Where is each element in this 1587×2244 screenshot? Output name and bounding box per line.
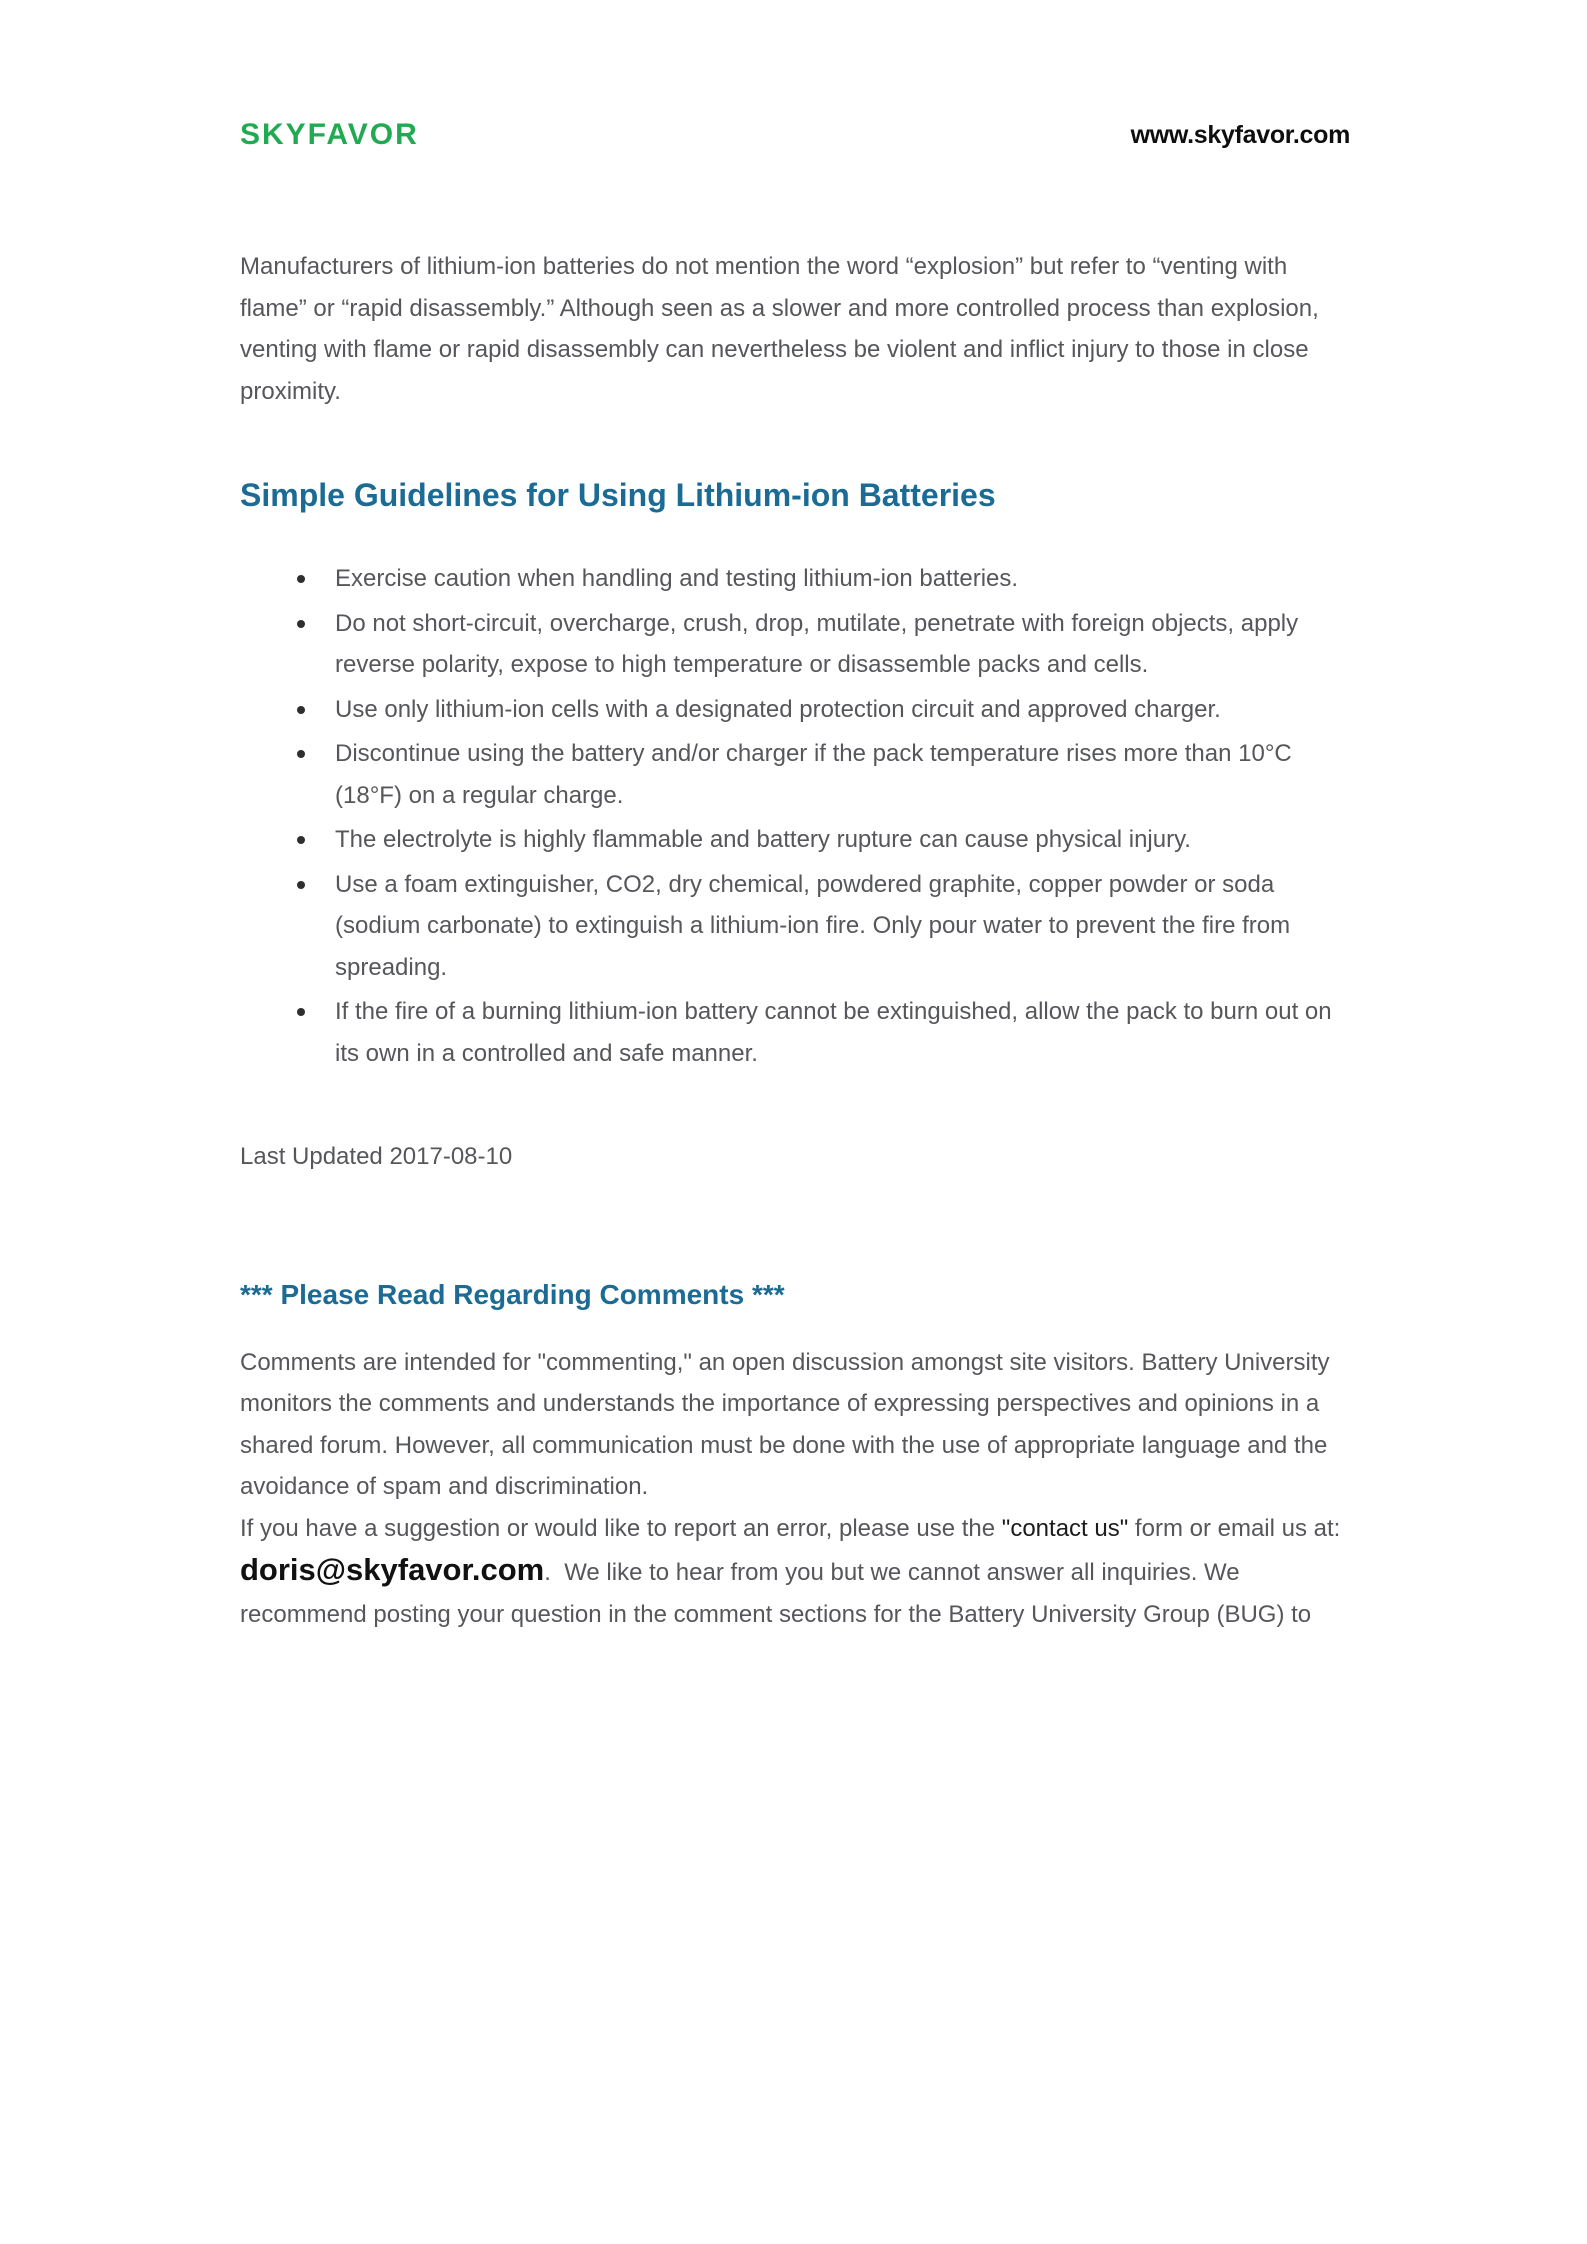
comments-text-before-link: If you have a suggestion or would like to report an error, please use the xyxy=(240,1514,1002,1542)
guideline-item: Exercise caution when handling and testing lithium-ion batteries. xyxy=(335,558,1350,600)
guideline-item: Use a foam extinguisher, CO2, dry chemical, powdered graphite, copper powder or soda (sodium carbonate) to extinguish a lithium-ion fire. Only pour water to prevent the fire from spreading. xyxy=(335,864,1350,989)
intro-paragraph: Manufacturers of lithium-ion batteries do not mention the word “explosion” but refer to “venting with flame” or “rapid disassembly.” Although seen as a slower and more controlled process than explosion, venting with flame or rapid disassembly can nevertheless be violent and inflict injury to those in close proximity. xyxy=(240,253,1319,405)
skyfavor-logo: SKYFAVOR xyxy=(240,118,419,151)
guideline-item: Do not short-circuit, overcharge, crush, drop, mutilate, penetrate with foreign objects, apply reverse polarity, expose to high temperature or disassemble packs and cells. xyxy=(335,603,1350,686)
page-header xyxy=(240,112,1350,158)
guideline-item: Discontinue using the battery and/or charger if the pack temperature rises more than 10°C (18°F) on a regular charge. xyxy=(335,733,1350,816)
comments-paragraph-2 xyxy=(240,1508,1350,1636)
email-link[interactable]: doris@skyfavor.com xyxy=(240,1552,545,1587)
website-url: www.skyfavor.com xyxy=(1130,120,1350,149)
last-updated: Last Updated 2017-08-10 xyxy=(240,1143,513,1170)
guideline-item: If the fire of a burning lithium-ion battery cannot be extinguished, allow the pack to burn out on its own in a controlled and safe manner. xyxy=(335,991,1350,1074)
guideline-item: The electrolyte is highly flammable and battery rupture can cause physical injury. xyxy=(335,819,1350,861)
guideline-item: Use only lithium-ion cells with a designated protection circuit and approved charger. xyxy=(335,689,1350,731)
open-quote: " xyxy=(1001,1514,1011,1542)
guidelines-list xyxy=(240,558,1350,1074)
contact-us-link[interactable]: contact us xyxy=(1010,1514,1120,1542)
guidelines-heading: Simple Guidelines for Using Lithium-ion Batteries xyxy=(240,477,996,513)
close-quote: " xyxy=(1119,1514,1129,1542)
comments-heading: *** Please Read Regarding Comments *** xyxy=(240,1278,785,1310)
comments-text-after-email: . We like to hear from you but we cannot answer all inquiries. We recommend posting your question in the comment sections for the Battery University Group (BUG) to xyxy=(240,1559,1312,1628)
comments-text-between: form or email us at: xyxy=(1128,1514,1341,1542)
comments-paragraph-1: Comments are intended for "commenting," an open discussion amongst site visitors. Battery University monitors the comments and understands the importance of expressing perspectives and opinions in a shared forum. However, all communication must be done with the use of appropriate language and the avoidance of spam and discrimination. xyxy=(240,1348,1330,1500)
